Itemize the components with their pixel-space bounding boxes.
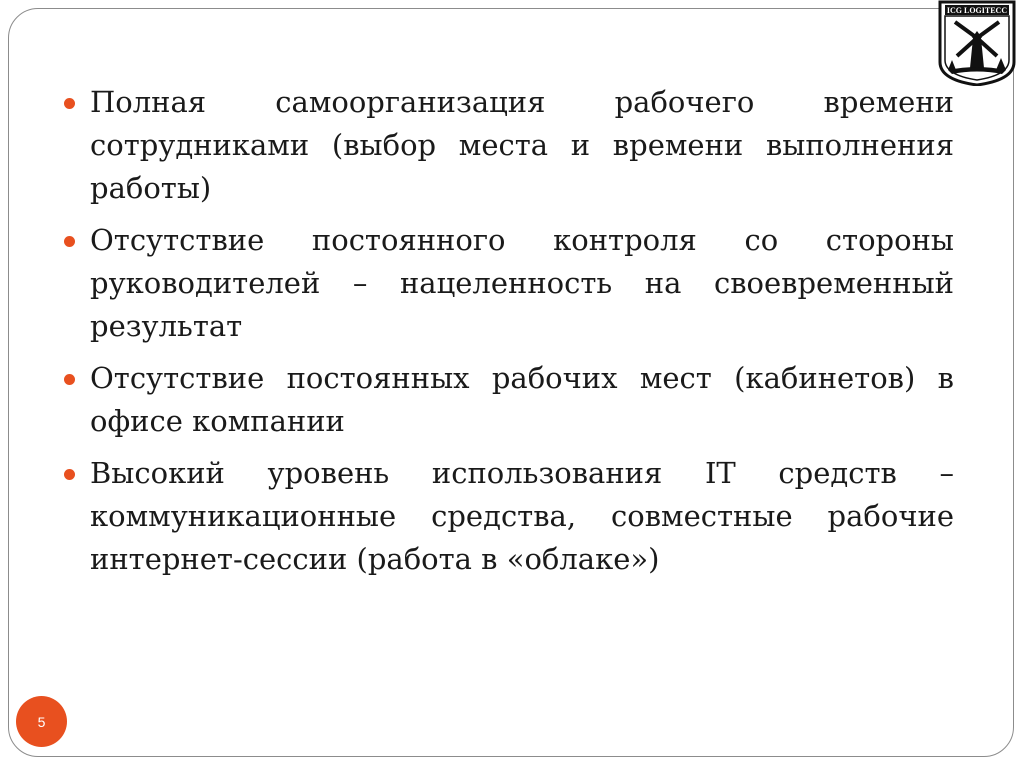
- bullet-dot-icon: [64, 374, 75, 385]
- windmill-crest-icon: [938, 0, 1016, 86]
- bullet-text: Полная самоорганизация рабочего времени сотрудниками (выбор места и времени выполнения работы): [90, 85, 954, 205]
- page-number: 5: [37, 713, 46, 730]
- bullet-dot-icon: [64, 236, 75, 247]
- page-number-badge: [16, 696, 67, 747]
- bullet-item: [64, 357, 954, 443]
- bullet-text: Высокий уровень использования IT средств – коммуникационные средства, совместные рабочие интернет-сессии (работа в «облаке»): [90, 456, 954, 576]
- bullet-dot-icon: [64, 469, 75, 480]
- logo-text: ICG LOGITECC: [946, 6, 1008, 15]
- bullet-text: Отсутствие постоянного контроля со стороны руководителей – нацеленность на своевременный результат: [90, 223, 954, 343]
- bullet-dot-icon: [64, 98, 75, 109]
- bullet-item: [64, 81, 954, 210]
- bullet-item: [64, 452, 954, 581]
- bullet-item: [64, 219, 954, 348]
- logo: [938, 0, 1016, 86]
- bullet-list: [64, 81, 954, 590]
- bullet-text: Отсутствие постоянных рабочих мест (кабинетов) в офисе компании: [90, 361, 954, 438]
